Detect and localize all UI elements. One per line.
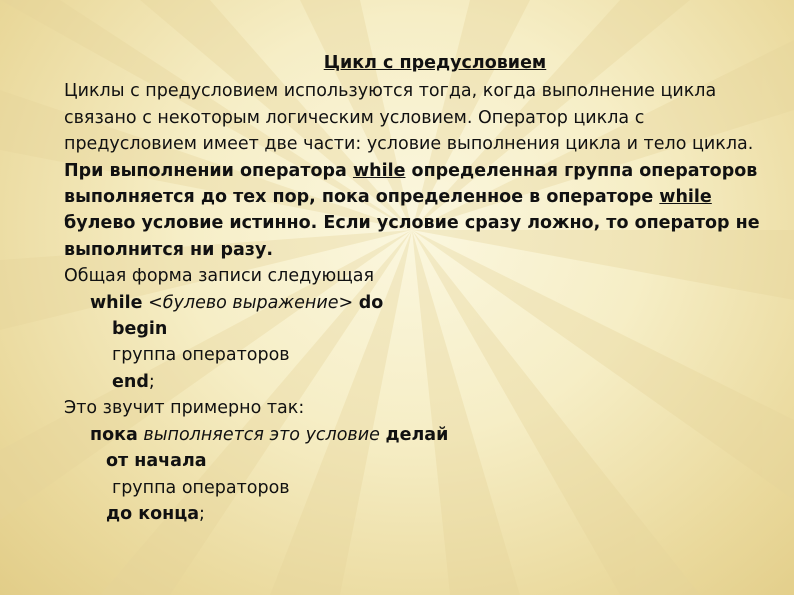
russian-operator-group: группа операторов: [112, 477, 290, 498]
russian-ot-nachala-line: [64, 448, 774, 474]
syntax-begin-line: [64, 316, 774, 342]
while-keyword-2: while: [659, 187, 712, 208]
syntax-begin-keyword: begin: [112, 319, 168, 340]
russian-ot-nachala-keyword: от начала: [106, 451, 207, 472]
russian-do-kontsa-line: [64, 501, 774, 527]
while-desc-part3: булево условие истинно. Если условие сразу ложно, то оператор не выполнится ни разу.: [64, 213, 760, 260]
syntax-boolean-expression: <булево выражение>: [148, 292, 354, 313]
while-desc-part1: При выполнении оператора: [64, 160, 353, 181]
syntax-end-keyword: end: [112, 371, 149, 392]
syntax-do-keyword: do: [358, 292, 384, 313]
russian-group-line: [64, 475, 774, 501]
while-description-paragraph: [64, 158, 774, 264]
slide-title: Цикл с предусловием: [323, 53, 547, 73]
syntax-group-line: [64, 342, 774, 368]
slide-content: [64, 50, 774, 527]
while-desc-part2: определенная группа операторов выполняется до тех пор, пока определенное в операторе: [64, 160, 758, 208]
russian-end-punct: ;: [199, 503, 205, 524]
syntax-end-line: [64, 369, 774, 395]
russian-poka-keyword: пока: [90, 424, 138, 445]
syntax-while-keyword: while: [90, 292, 143, 313]
syntax-operator-group: группа операторов: [112, 345, 290, 366]
intro-paragraph: Циклы с предусловием используются тогда, когда выполнение цикла связано с некоторым логическим условием. Оператор цикла с предусловием имеет две части: условие выполнения цикла и тело цикла.: [64, 81, 754, 155]
russian-condition: выполняется это условие: [143, 424, 380, 445]
russian-delai-keyword: делай: [385, 424, 449, 445]
syntax-end-punct: ;: [148, 371, 155, 392]
while-keyword-1: while: [352, 160, 406, 181]
sounds-like-label: Это звучит примерно так:: [64, 398, 305, 419]
general-form-label: Общая форма записи следующая: [64, 266, 375, 287]
russian-do-kontsa-keyword: до конца: [106, 503, 200, 524]
russian-poka-line: [64, 422, 774, 448]
syntax-while-line: [64, 290, 774, 316]
